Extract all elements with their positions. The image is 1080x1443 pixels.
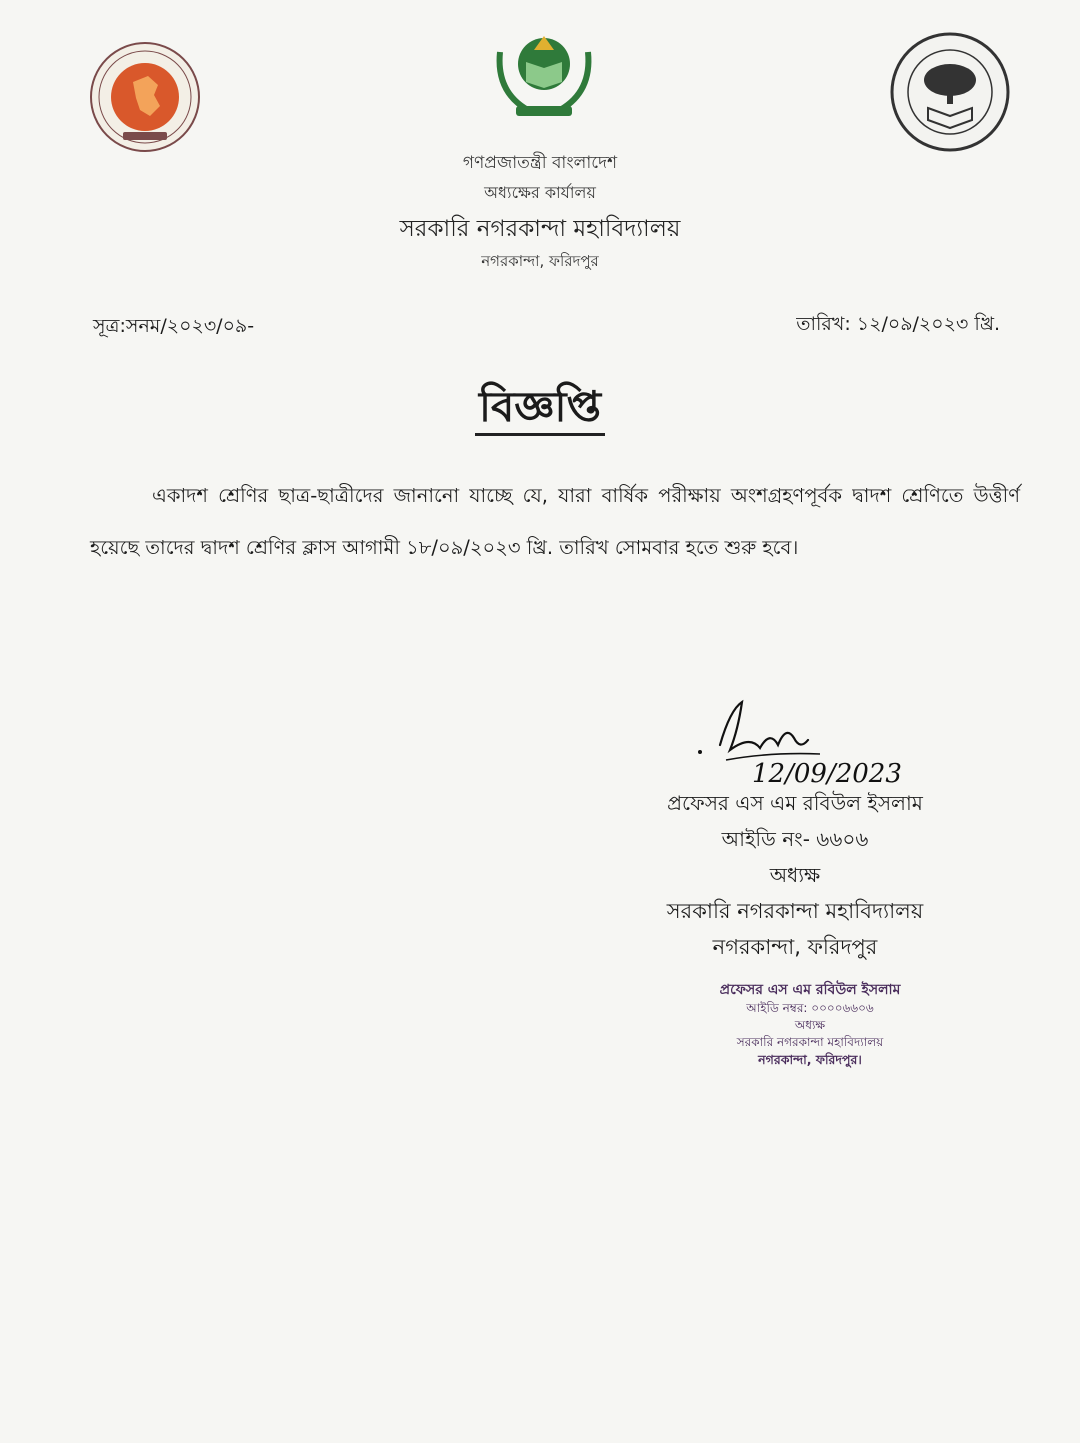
handwritten-date: 12/09/2023 — [752, 759, 902, 785]
header-location: নগরকান্দা, ফরিদপুর — [481, 252, 599, 270]
notice-body: একাদশ শ্রেণির ছাত্র-ছাত্রীদের জানানো যাচ্ছে যে, যারা বার্ষিক পরীক্ষায় অংশগ্রহণপূর্বক দ্বাদশ শ্রেণিতে উত্তীর্ণ হয়েছে তাদের দ্বাদশ শ্রেণির ক্লাস আগামী ১৮/০৯/২০২৩ খ্রি. তারিখ সোমবার হতে শুরু হবে। — [90, 484, 1020, 559]
header-office: অধ্যক্ষের কার্যালয় — [484, 183, 596, 202]
official-stamp — [640, 980, 980, 1069]
bangladesh-government-seal-icon — [88, 40, 203, 155]
signatory-id: আইডি নং- ৬৬০৬ — [721, 827, 869, 851]
notice-title — [0, 374, 1080, 445]
stamp-name: প্রফেসর এস এম রবিউল ইসলাম — [719, 982, 901, 998]
signatory-location: নগরকান্দা, ফরিদপুর — [712, 935, 878, 959]
header-country: গণপ্রজাতন্ত্রী বাংলাদেশ — [462, 153, 618, 173]
stamp-location: নগরকান্দা, ফরিদপুর। — [758, 1052, 862, 1067]
stamp-designation: অধ্যক্ষ — [794, 1018, 826, 1032]
notice-date: তারিখ: ১২/০৯/২০২৩ খ্রি. — [796, 313, 1000, 335]
header-institution: সরকারি নগরকান্দা মহাবিদ্যালয় — [399, 216, 681, 242]
stamp-id: আইডি নম্বর: ০০০০৬৬০৬ — [746, 1001, 874, 1015]
signatory-block — [600, 785, 990, 965]
handwritten-signature — [690, 690, 950, 789]
signatory-institution: সরকারি নগরকান্দা মহাবিদ্যালয় — [666, 899, 924, 923]
signatory-name: প্রফেসর এস এম রবিউল ইসলাম — [667, 791, 923, 815]
reference-number: সূত্র:সনম/২০২৩/০৯- — [93, 315, 255, 337]
college-emblem-icon — [488, 22, 600, 122]
stamp-institution: সরকারি নগরকান্দা মহাবিদ্যালয় — [736, 1035, 884, 1049]
signatory-designation: অধ্যক্ষ — [769, 863, 821, 887]
education-institution-seal-icon — [888, 30, 1013, 155]
notice-title-text: বিজ্ঞপ্তি — [475, 382, 605, 436]
